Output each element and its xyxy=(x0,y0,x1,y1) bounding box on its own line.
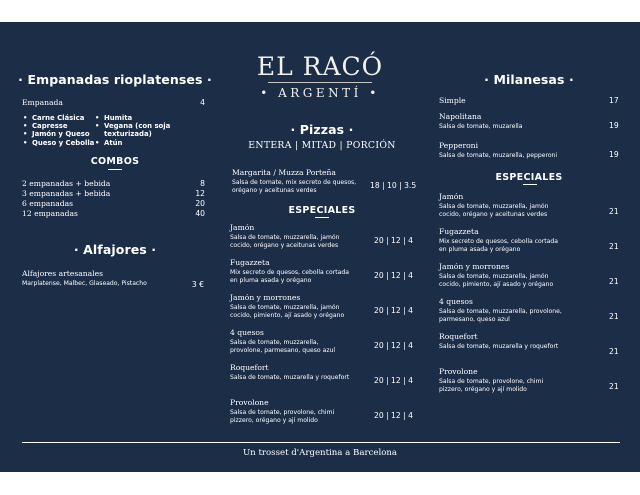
item-desc: Mix secreto de quesos, cebolla cortada en pluma asada y orégano xyxy=(230,269,349,285)
item-name: Simple xyxy=(439,96,466,105)
item-name: Jamón y morrones xyxy=(439,262,510,271)
empanada-item xyxy=(22,98,208,107)
menu-board xyxy=(0,22,640,472)
item-price: 20 | 12 | 4 xyxy=(374,376,413,385)
item-price: 8 xyxy=(200,179,205,188)
flavor-list-right xyxy=(94,114,208,147)
item-name: Jamón y morrones xyxy=(230,293,301,302)
item-price: 20 | 12 | 4 xyxy=(374,341,413,350)
alfajores-title: · Alfajores · xyxy=(73,242,157,257)
item-desc: Salsa de tomate, muzzarella, jamón cocido, orégano y aceitunas verdes xyxy=(439,203,549,219)
item-price: 19 xyxy=(609,121,619,130)
item-price: 21 xyxy=(609,312,619,321)
alfajores-item xyxy=(22,269,208,278)
logo-title: EL RACÓ xyxy=(256,52,384,81)
item-desc: Mix secreto de quesos, cebolla cortada en pluma asada y orégano xyxy=(439,238,558,254)
item-name: 6 empanadas xyxy=(22,199,74,208)
item-desc: Salsa de tomate, muzarella, pepperoni xyxy=(439,152,558,159)
item-desc: Salsa de tomate, muzzarella, provolone, parmesano, queso azul xyxy=(439,308,562,324)
list-item: • Humita xyxy=(94,114,208,122)
item-name: Alfajores artesanales xyxy=(22,269,103,278)
item-name: 4 quesos xyxy=(230,328,264,337)
item-desc: Salsa de tomate, provolone, chimi pizzero, orégano y ají molido xyxy=(230,409,335,425)
milanesa-especiales-title: ESPECIALES xyxy=(495,172,563,183)
item-name: Napolitana xyxy=(439,112,482,121)
combos-title: COMBOS xyxy=(90,156,140,167)
item-name: Fugazzeta xyxy=(439,227,479,236)
item-name: Jamón xyxy=(230,223,255,232)
item-price: 20 xyxy=(195,199,205,208)
item-price: 20 | 12 | 4 xyxy=(374,306,413,315)
combo-row xyxy=(22,209,208,218)
item-name: 12 empanadas xyxy=(22,209,78,218)
list-item: • Jamón y Queso xyxy=(22,130,98,138)
pizzas-title: · Pizzas · xyxy=(290,122,354,137)
alfajores-detail xyxy=(22,280,208,289)
item-name: 2 empanadas + bebida xyxy=(22,179,111,188)
item-price: 20 | 12 | 4 xyxy=(374,411,413,420)
item-desc: Salsa de tomate, muzzarella, jamón cocido, orégano y aceitunas verdes xyxy=(230,234,340,250)
item-price: 21 xyxy=(609,347,619,356)
item-desc: Marplatense, Malbec, Glaseado, Pistacho xyxy=(22,280,147,287)
item-price: 21 xyxy=(609,207,619,216)
item-desc: Salsa de tomate, mix secreto de quesos, orégano y aceitunas verdes xyxy=(232,179,357,195)
item-desc: Salsa de tomate, muzzarella, jamón cocido, pimiento, ají asado y orégano xyxy=(439,273,554,289)
item-name: Roquefort xyxy=(230,363,269,372)
item-price: 12 xyxy=(195,189,205,198)
item-price: 20 | 12 | 4 xyxy=(374,271,413,280)
especiales-underline xyxy=(315,217,329,218)
item-name: Roquefort xyxy=(439,332,478,341)
item-name: Margarita / Muzza Porteña xyxy=(232,168,336,177)
item-price: 20 | 12 | 4 xyxy=(374,236,413,245)
pizza-especiales-title: ESPECIALES xyxy=(288,205,356,216)
item-name: Fugazzeta xyxy=(230,258,270,267)
item-name: Provolone xyxy=(230,398,269,407)
item-desc: Salsa de tomate, muzarella y roquefort xyxy=(230,374,350,381)
item-price: 21 xyxy=(609,277,619,286)
logo-subtitle: • ARGENTÍ • xyxy=(260,86,380,100)
combo-row xyxy=(22,179,208,188)
item-desc: Salsa de tomate, muzarella xyxy=(439,123,523,130)
item-name: Pepperoni xyxy=(439,141,478,150)
combo-row xyxy=(22,189,208,198)
item-price: 4 xyxy=(200,98,205,107)
list-item: • Vegana (con soja texturizada) xyxy=(94,122,208,138)
list-item: • Atún xyxy=(94,139,208,147)
item-desc: Salsa de tomate, muzzarella, provolone, parmesano, queso azul xyxy=(230,339,336,355)
item-price: 19 xyxy=(609,150,619,159)
item-price: 21 xyxy=(609,382,619,391)
item-name: 3 empanadas + bebida xyxy=(22,189,111,198)
item-price: 21 xyxy=(609,242,619,251)
item-name: Provolone xyxy=(439,367,478,376)
footer-divider xyxy=(22,442,620,443)
list-item: • Queso y Cebolla xyxy=(22,139,98,147)
item-price: 3 € xyxy=(191,280,204,289)
item-price: 40 xyxy=(195,209,205,218)
item-name: Jamón xyxy=(439,192,464,201)
milanesas-title: · Milanesas · xyxy=(484,72,574,87)
item-price: 18 | 10 | 3.5 xyxy=(370,181,417,190)
item-name: Empanada xyxy=(22,98,63,107)
list-item: • Capresse xyxy=(22,122,98,130)
item-desc: Salsa de tomate, muzzarella, jamón cocido, pimiento, ají asado y orégano xyxy=(230,304,345,320)
combos-underline xyxy=(108,169,122,170)
combo-row xyxy=(22,199,208,208)
pizza-sizes: ENTERA | MITAD | PORCIÓN xyxy=(248,140,396,151)
pizza-main-row xyxy=(232,168,414,177)
item-price: 17 xyxy=(609,96,619,105)
logo-divider xyxy=(268,82,372,83)
especiales-underline xyxy=(523,184,537,185)
item-desc: Salsa de tomate, provolone, chimi pizzero, orégano y ají molido xyxy=(439,378,544,394)
flavor-list-left xyxy=(22,114,98,147)
list-item: • Carne Clásica xyxy=(22,114,98,122)
empanadas-title: · Empanadas rioplatenses · xyxy=(18,72,212,87)
item-name: 4 quesos xyxy=(439,297,473,306)
footer-tagline: Un trosset d'Argentina a Barcelona xyxy=(242,448,398,458)
item-desc: Salsa de tomate, muzarella y roquefort xyxy=(439,343,559,350)
